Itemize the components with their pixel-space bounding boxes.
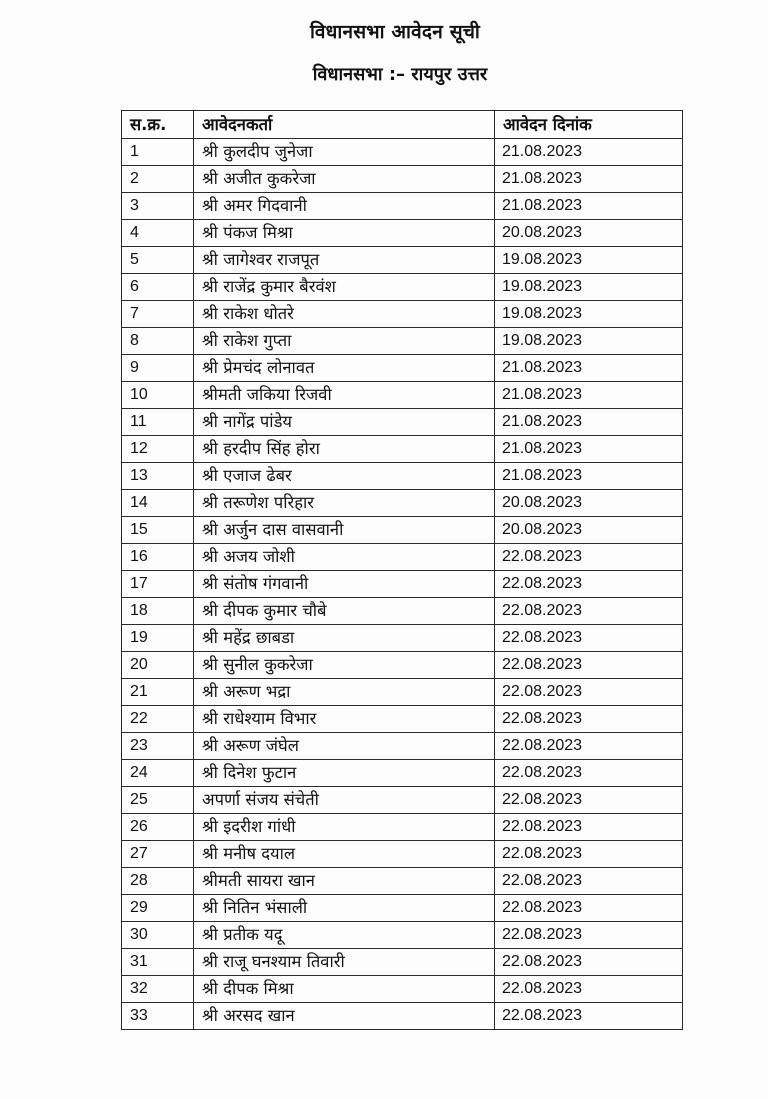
table-row	[122, 382, 683, 409]
table-row	[122, 355, 683, 382]
table-row	[122, 490, 683, 517]
serial-number-cell: 12	[122, 436, 194, 463]
serial-number-cell: 2	[122, 166, 194, 193]
applicant-table	[121, 110, 683, 1030]
serial-number-cell: 13	[122, 463, 194, 490]
application-date-cell: 22.08.2023	[495, 1003, 683, 1030]
serial-number-cell: 21	[122, 679, 194, 706]
table-row	[122, 1003, 683, 1030]
header-date: आवेदन दिनांक	[495, 111, 683, 139]
serial-number-cell: 24	[122, 760, 194, 787]
applicant-name-cell: श्री महेंद्र छाबडा	[194, 625, 495, 652]
applicant-name-cell: श्री दिनेश फुटान	[194, 760, 495, 787]
table-row	[122, 193, 683, 220]
serial-number-cell: 32	[122, 976, 194, 1003]
application-date-cell: 22.08.2023	[495, 544, 683, 571]
table-row	[122, 139, 683, 166]
table-row	[122, 652, 683, 679]
table-row	[122, 922, 683, 949]
table-row	[122, 328, 683, 355]
applicant-name-cell: श्री कुलदीप जुनेजा	[194, 139, 495, 166]
serial-number-cell: 9	[122, 355, 194, 382]
serial-number-cell: 23	[122, 733, 194, 760]
application-date-cell: 22.08.2023	[495, 733, 683, 760]
application-date-cell: 22.08.2023	[495, 787, 683, 814]
application-date-cell: 22.08.2023	[495, 814, 683, 841]
applicant-name-cell: श्री राजू घनश्याम तिवारी	[194, 949, 495, 976]
table-row	[122, 760, 683, 787]
table-row	[122, 571, 683, 598]
application-date-cell: 19.08.2023	[495, 301, 683, 328]
application-date-cell: 22.08.2023	[495, 949, 683, 976]
applicant-name-cell: श्री अमर गिदवानी	[194, 193, 495, 220]
application-date-cell: 21.08.2023	[495, 463, 683, 490]
application-date-cell: 22.08.2023	[495, 760, 683, 787]
applicant-name-cell: श्री दीपक मिश्रा	[194, 976, 495, 1003]
serial-number-cell: 26	[122, 814, 194, 841]
table-body	[122, 139, 683, 1030]
table-row	[122, 895, 683, 922]
table-row	[122, 274, 683, 301]
table-row	[122, 166, 683, 193]
document-subtitle: विधानसभा :– रायपुर उत्तर	[312, 64, 488, 85]
serial-number-cell: 17	[122, 571, 194, 598]
applicant-name-cell: श्री हरदीप सिंह होरा	[194, 436, 495, 463]
application-date-cell: 21.08.2023	[495, 139, 683, 166]
application-date-cell: 22.08.2023	[495, 625, 683, 652]
header-applicant: आवेदनकर्ता	[194, 111, 495, 139]
applicant-name-cell: श्री दीपक कुमार चौबे	[194, 598, 495, 625]
application-date-cell: 21.08.2023	[495, 193, 683, 220]
serial-number-cell: 19	[122, 625, 194, 652]
table-row	[122, 733, 683, 760]
application-date-cell: 19.08.2023	[495, 274, 683, 301]
application-date-cell: 22.08.2023	[495, 706, 683, 733]
applicant-name-cell: श्री प्रतीक यदू	[194, 922, 495, 949]
application-date-cell: 22.08.2023	[495, 868, 683, 895]
serial-number-cell: 4	[122, 220, 194, 247]
applicant-name-cell: श्री संतोष गंगवानी	[194, 571, 495, 598]
table-row	[122, 787, 683, 814]
table-row	[122, 679, 683, 706]
serial-number-cell: 11	[122, 409, 194, 436]
table-row	[122, 976, 683, 1003]
applicant-name-cell: श्री प्रेमचंद लोनावत	[194, 355, 495, 382]
application-date-cell: 22.08.2023	[495, 895, 683, 922]
table-row	[122, 436, 683, 463]
application-date-cell: 22.08.2023	[495, 652, 683, 679]
application-date-cell: 22.08.2023	[495, 976, 683, 1003]
applicant-name-cell: श्री एजाज ढेबर	[194, 463, 495, 490]
application-date-cell: 20.08.2023	[495, 220, 683, 247]
serial-number-cell: 5	[122, 247, 194, 274]
serial-number-cell: 1	[122, 139, 194, 166]
applicant-name-cell: श्री अजय जोशी	[194, 544, 495, 571]
application-date-cell: 22.08.2023	[495, 679, 683, 706]
serial-number-cell: 3	[122, 193, 194, 220]
applicant-name-cell: श्री राधेश्याम विभार	[194, 706, 495, 733]
serial-number-cell: 6	[122, 274, 194, 301]
applicant-name-cell: श्री राजेंद्र कुमार बैरवंश	[194, 274, 495, 301]
applicant-name-cell: श्री मनीष दयाल	[194, 841, 495, 868]
table-row	[122, 544, 683, 571]
applicant-name-cell: श्री इदरीश गांधी	[194, 814, 495, 841]
table-row	[122, 463, 683, 490]
applicant-name-cell: श्री अर्जुन दास वासवानी	[194, 517, 495, 544]
application-date-cell: 21.08.2023	[495, 355, 683, 382]
table-row	[122, 868, 683, 895]
table-row	[122, 409, 683, 436]
application-date-cell: 21.08.2023	[495, 382, 683, 409]
application-date-cell: 22.08.2023	[495, 598, 683, 625]
serial-number-cell: 18	[122, 598, 194, 625]
applicant-name-cell: श्री सुनील कुकरेजा	[194, 652, 495, 679]
serial-number-cell: 31	[122, 949, 194, 976]
application-date-cell: 20.08.2023	[495, 490, 683, 517]
applicant-name-cell: श्रीमती सायरा खान	[194, 868, 495, 895]
applicant-name-cell: श्री तरूणेश परिहार	[194, 490, 495, 517]
serial-number-cell: 25	[122, 787, 194, 814]
serial-number-cell: 20	[122, 652, 194, 679]
table-row	[122, 949, 683, 976]
applicant-name-cell: श्री पंकज मिश्रा	[194, 220, 495, 247]
applicant-name-cell: अपर्णा संजय संचेती	[194, 787, 495, 814]
table-row	[122, 301, 683, 328]
application-date-cell: 21.08.2023	[495, 409, 683, 436]
application-date-cell: 22.08.2023	[495, 922, 683, 949]
document-title: विधानसभा आवेदन सूची	[309, 21, 481, 43]
application-date-cell: 21.08.2023	[495, 436, 683, 463]
applicant-name-cell: श्री राकेश धोतरे	[194, 301, 495, 328]
table-header-row	[122, 111, 683, 139]
table-row	[122, 841, 683, 868]
serial-number-cell: 27	[122, 841, 194, 868]
serial-number-cell: 10	[122, 382, 194, 409]
table-row	[122, 517, 683, 544]
serial-number-cell: 8	[122, 328, 194, 355]
serial-number-cell: 22	[122, 706, 194, 733]
table-row	[122, 247, 683, 274]
applicant-name-cell: श्री नितिन भंसाली	[194, 895, 495, 922]
applicant-name-cell: श्री अरूण जंघेल	[194, 733, 495, 760]
application-date-cell: 22.08.2023	[495, 841, 683, 868]
serial-number-cell: 33	[122, 1003, 194, 1030]
application-date-cell: 21.08.2023	[495, 166, 683, 193]
serial-number-cell: 15	[122, 517, 194, 544]
header-serial: स.क्र.	[122, 111, 194, 139]
applicant-name-cell: श्री जागेश्वर राजपूत	[194, 247, 495, 274]
serial-number-cell: 28	[122, 868, 194, 895]
serial-number-cell: 14	[122, 490, 194, 517]
table-row	[122, 625, 683, 652]
application-date-cell: 22.08.2023	[495, 571, 683, 598]
application-date-cell: 20.08.2023	[495, 517, 683, 544]
serial-number-cell: 7	[122, 301, 194, 328]
table-row	[122, 598, 683, 625]
applicant-name-cell: श्रीमती जकिया रिजवी	[194, 382, 495, 409]
table-row	[122, 706, 683, 733]
application-date-cell: 19.08.2023	[495, 328, 683, 355]
serial-number-cell: 30	[122, 922, 194, 949]
applicant-name-cell: श्री अजीत कुकरेजा	[194, 166, 495, 193]
applicant-name-cell: श्री नागेंद्र पांडेय	[194, 409, 495, 436]
applicant-name-cell: श्री अरूण भद्रा	[194, 679, 495, 706]
serial-number-cell: 29	[122, 895, 194, 922]
application-date-cell: 19.08.2023	[495, 247, 683, 274]
applicant-name-cell: श्री अरसद खान	[194, 1003, 495, 1030]
table-row	[122, 220, 683, 247]
applicant-name-cell: श्री राकेश गुप्ता	[194, 328, 495, 355]
serial-number-cell: 16	[122, 544, 194, 571]
table-row	[122, 814, 683, 841]
